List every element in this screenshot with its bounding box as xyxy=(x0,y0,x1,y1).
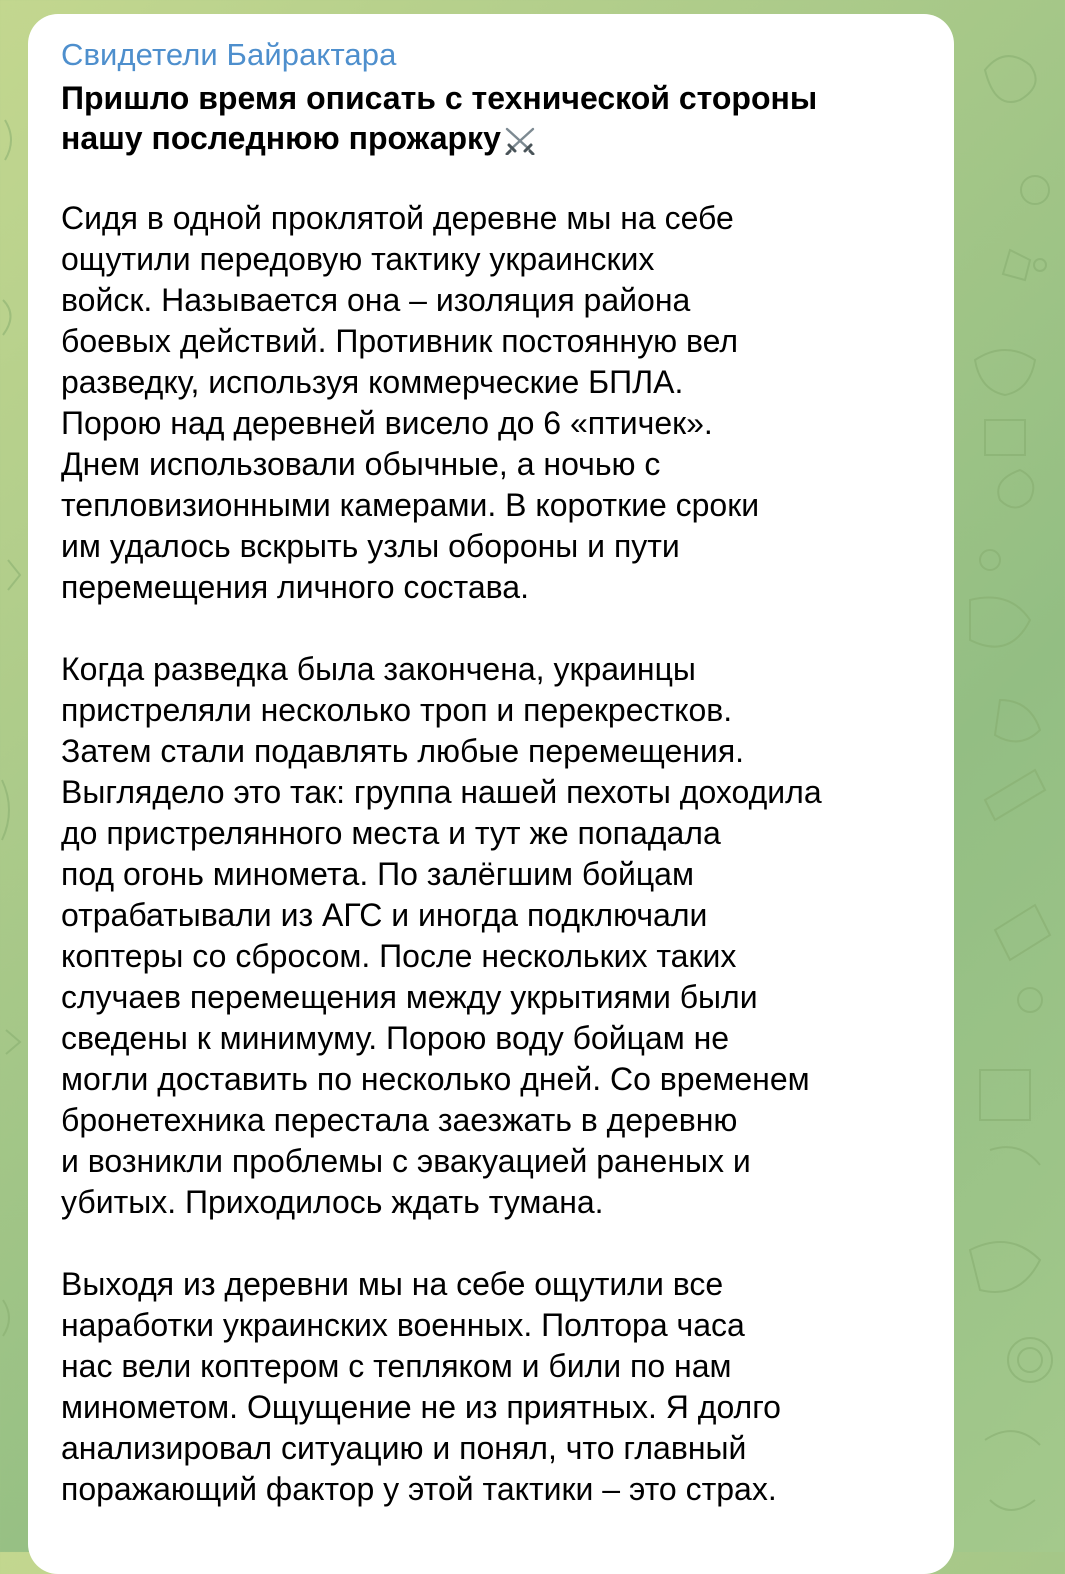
channel-name[interactable]: Свидетели Байрактара xyxy=(61,37,397,72)
message-bubble[interactable] xyxy=(28,14,954,1574)
post-paragraph-2: Когда разведка была закончена, украинцы пристреляли несколько троп и перекрестков. Затем стали подавлять любые перемещения. Выглядело это так: группа нашей пехоты доходила до пристрелянного места и тут же попадала под огонь минометa. По залёгшим бойцам отрабатывали из АГС и иногда подключали коптеры со сбросом. После нескольких таких случаев перемещения между укрытиями были сведены к минимуму. Порою воду бойцам не могли доставить по несколько дней. Со временем бронетехника перестала заезжать в деревню и возникли проблемы с эвакуацией раненых и убитых. Приходилось ждать тумана. xyxy=(61,651,822,1220)
crossed-swords-icon xyxy=(503,125,537,155)
post-headline-text: Пришло время описать с технической стороны нашу последнюю прожарку xyxy=(61,80,818,156)
post-paragraph-3: Выходя из деревни мы на себе ощутили все наработки украинских военных. Полтора часа нас вели коптером с тепляком и били по нам минометом. Ощущение не из приятных. Я долго анализировал ситуацию и понял, что главный поражающий фактор у этой тактики – это страх. xyxy=(61,1266,781,1507)
post-headline xyxy=(61,78,861,158)
post-paragraph-1: Сидя в одной проклятой деревне мы на себе ощутили передовую тактику украинских войск. Называется она – изоляция района боевых действий. Противник постоянную вел разведку, используя коммерческие БПЛА. Порою над деревней висело до 6 «птичек». Днем использовали обычные, а ночью с тепловизионными камерами. В короткие сроки им удалось вскрыть узлы обороны и пути перемещения личного состава. xyxy=(61,200,760,605)
